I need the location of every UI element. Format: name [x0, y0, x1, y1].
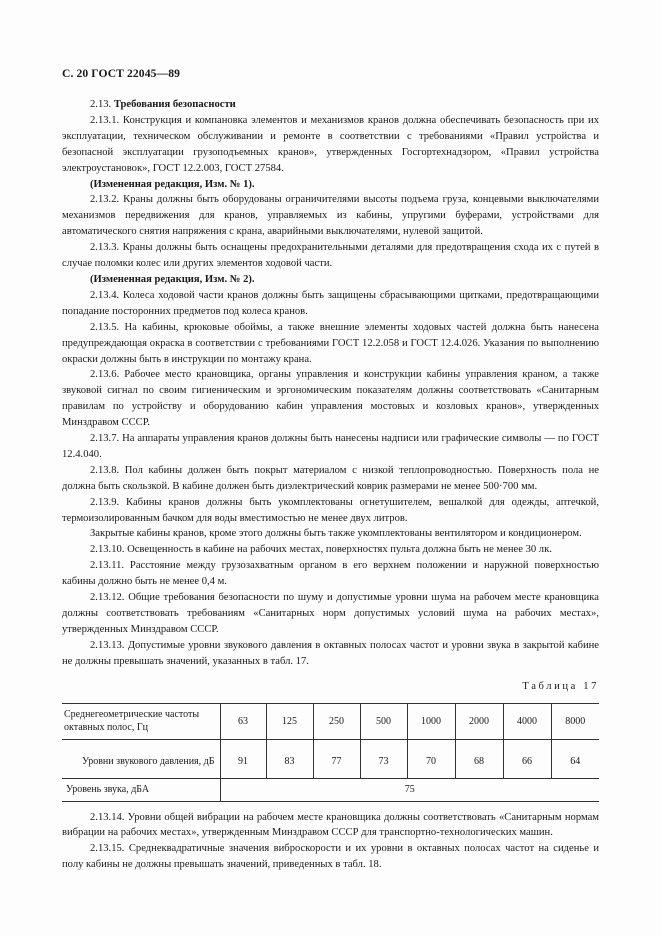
paragraph-2-13-14: 2.13.14. Уровни общей вибрации на рабочем месте крановщика должны соответствовать «Санитарным нормам вибрации на рабочих местах», утвержденным Минздравом СССР для транспортно-технологических машин.: [62, 811, 599, 839]
paragraph-2-13-15: 2.13.15. Среднеквадратичные значения виброскорости и их уровни в октавных полосах частот на сиденье и полу кабины не должны превышать значений, приведенных в табл. 18.: [62, 843, 599, 871]
section-heading: [62, 97, 599, 113]
paragraph-2-13-9: 2.13.9. Кабины кранов должны быть укомплектованы огнетушителем, вешалкой для одежды, аптечкой, термоизолированным бачком для воды вместимостью не менее двух литров.: [62, 496, 599, 524]
table-cell: 2000: [455, 703, 503, 739]
paragraph-2-13-12: 2.13.12. Общие требования безопасности по шуму и допустимые уровни шума на рабочем месте крановщика должны соответствовать требованиям «Санитарных норм допустимых условий шума на рабочих местах», утвержденных Минздравом СССР.: [62, 592, 599, 635]
paragraph-2-13-2: 2.13.2. Краны должны быть оборудованы ограничителями высоты подъема груза, концевыми выключателями механизмов передвижения для кранов, управляемых из кабины, упругими буферами, устройствами для автоматического снятия напряжения с крана, аварийными выключателями, нулевой защитой.: [62, 194, 599, 238]
revision-note-2: (Измененная редакция, Изм. № 2).: [90, 273, 255, 285]
row-label-frequencies: Среднегеометрические частоты октавных полос, Гц: [62, 703, 220, 739]
paragraph-2-13-4: 2.13.4. Колеса ходовой части кранов должны быть защищены сбрасывающими щитками, предотвращающими попадание посторонних предметов под колеса кранов.: [62, 289, 599, 317]
table-cell: 83: [266, 739, 313, 778]
paragraph-2-13-9-cont: Закрытые кабины кранов, кроме этого должны быть также укомплектованы вентилятором и кондиционером.: [90, 528, 582, 540]
table-cell: 66: [503, 739, 551, 778]
paragraph-2-13-7: 2.13.7. На аппараты управления кранов должны быть нанесены надписи или графические символы — по ГОСТ 12.4.040.: [62, 433, 599, 460]
table-row-frequencies: [62, 703, 599, 739]
table-17: [62, 703, 599, 802]
table-cell: 64: [551, 739, 599, 778]
row-label-pressure: Уровни звукового давления, дБ: [62, 739, 220, 778]
paragraph-2-13-11: 2.13.11. Расстояние между грузозахватным органом в его верхнем положении и наружной поверхностью кабины должно быть не менее 0,4 м.: [62, 560, 599, 588]
section-number: 2.13.: [90, 99, 112, 110]
table-cell: 75: [220, 778, 599, 801]
table-cell: 63: [220, 703, 266, 739]
table-cell: 4000: [503, 703, 551, 739]
revision-note-1: (Измененная редакция, Изм. № 1).: [90, 178, 255, 190]
table-row-sound-level: [62, 778, 599, 801]
section-title: Требования безопасности: [113, 99, 236, 110]
page-content: [62, 97, 599, 873]
paragraph-2-13-5: 2.13.5. На кабины, крюковые обоймы, а также внешние элементы ходовых частей должна быть нанесена предупреждающая окраска в соответствии с требованиями ГОСТ 12.2.058 и ГОСТ 12.4.026. Указания по выполнению окраски должны быть в инструкции по монтажу крана.: [62, 321, 599, 365]
table-cell: 73: [360, 739, 407, 778]
table-row-pressure: [62, 739, 599, 778]
paragraph-2-13-8: 2.13.8. Пол кабины должен быть покрыт материалом с низкой теплопроводностью. Поверхность пола не должна быть скользкой. В кабине должен быть диэлектрический коврик размерами не менее 500·700 мм.: [62, 464, 599, 492]
table-cell: 250: [313, 703, 360, 739]
paragraph-2-13-6: 2.13.6. Рабочее место крановщика, органы управления и конструкции кабины управления краном, а также звуковой сигнал по своим гигиеническим и эргономическим показателям должны соответствовать «Санитарным правилам по устройству и оборудованию кабин управления мостовых и козловых кранов», утвержденных Минздравом СССР.: [62, 369, 599, 429]
table-cell: 91: [220, 739, 266, 778]
paragraph-2-13-13: 2.13.13. Допустимые уровни звукового давления в октавных полосах частот и уровни звука в закрытой кабине не должны превышать значений, указанных в табл. 17.: [62, 639, 599, 667]
table-cell: 68: [455, 739, 503, 778]
paragraph-2-13-1: 2.13.1. Конструкция и компановка элементов и механизмов кранов должна обеспечивать безопасность при их эксплуатации, техническом обслуживании и ремонте в соответствии с требованиями «Правил устройства и безопасной эксплуатации грузоподъемных кранов», утвержденных Госгортехнадзором, «Правил устройства электроустановок», ГОСТ 12.2.003, ГОСТ 27584.: [62, 114, 599, 174]
paragraph-2-13-3: 2.13.3. Краны должны быть оснащены предохранительными деталями для предотвращения схода их с путей в случае поломки колес или других элементов ходовой части.: [62, 242, 599, 270]
table-cell: 1000: [407, 703, 455, 739]
row-label-sound-level: Уровень звука, дБА: [62, 778, 220, 801]
table-cell: 8000: [551, 703, 599, 739]
page-header: С. 20 ГОСТ 22045—89: [62, 67, 180, 80]
table-cell: 77: [313, 739, 360, 778]
table-cell: 500: [360, 703, 407, 739]
paragraph-2-13-10: 2.13.10. Освещенность в кабине на рабочих местах, поверхностях пульта должна быть не менее 30 лк.: [90, 544, 552, 556]
after-table-text: [62, 810, 599, 874]
table-17-caption: Таблица 17: [522, 680, 599, 692]
table-cell: 70: [407, 739, 455, 778]
table-cell: 125: [266, 703, 313, 739]
